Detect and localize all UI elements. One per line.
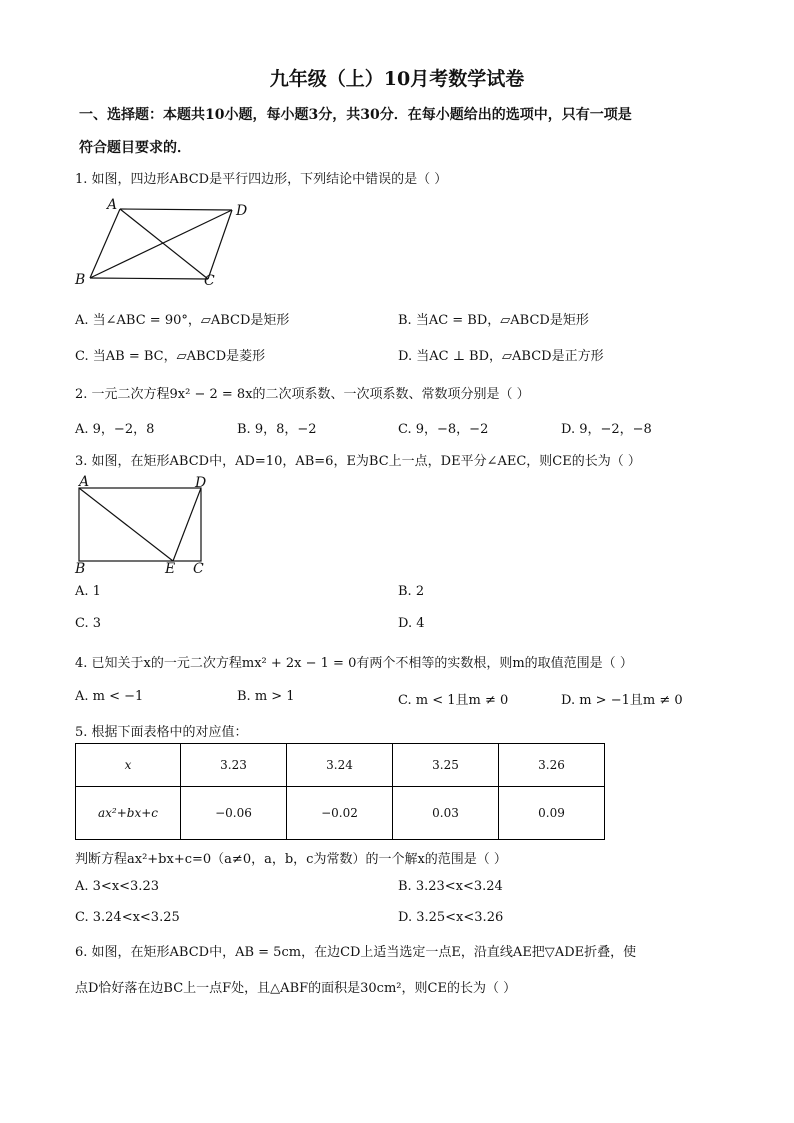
question-5-followup: 判断方程ax²+bx+c=0（a≠0，a，b，c为常数）的一个解x的范围是（ ）: [75, 852, 507, 867]
q3-option-b: B. 2: [398, 584, 425, 599]
q3-option-a: A. 1: [75, 584, 101, 599]
table-cell: −0.06: [181, 787, 287, 840]
rectangle-figure: [70, 474, 220, 578]
table-cell: 0.03: [393, 787, 499, 840]
section-heading-cont: 符合题目要求的．: [79, 140, 191, 156]
table-cell: 3.24: [287, 744, 393, 787]
question-1-stem: 1. 如图，四边形ABCD是平行四边形，下列结论中错误的是（ ）: [75, 172, 448, 187]
vertex-label-c: C: [193, 561, 204, 577]
table-cell: 3.26: [499, 744, 605, 787]
vertex-label-e: E: [165, 561, 176, 577]
value-table: [75, 743, 605, 840]
vertex-label-b: B: [75, 272, 86, 288]
table-cell: 3.25: [393, 744, 499, 787]
q3-option-d: D. 4: [398, 616, 425, 631]
question-6-stem-cont: 点D恰好落在边BC上一点F处，且△ABF的面积是30cm²，则CE的长为（ ）: [75, 981, 517, 996]
q5-option-a: A. 3<x<3.23: [75, 879, 159, 894]
q2-option-d: D. 9，−2，−8: [561, 422, 652, 437]
q1-option-d: D. 当AC ⊥ BD，▱ABCD是正方形: [398, 349, 604, 364]
question-2-stem: 2. 一元二次方程9x² − 2 = 8x的二次项系数、一次项系数、常数项分别是（ ）: [75, 387, 530, 402]
vertex-label-c: C: [204, 273, 215, 289]
q4-option-a: A. m < −1: [75, 689, 144, 704]
table-cell: ax²+bx+c: [76, 787, 181, 840]
q2-option-a: A. 9，−2，8: [75, 422, 155, 437]
q4-option-c: C. m < 1且m ≠ 0: [398, 693, 509, 708]
question-5-stem: 5. 根据下面表格中的对应值：: [75, 725, 248, 740]
q4-option-b: B. m > 1: [237, 689, 295, 704]
table-cell: x: [76, 744, 181, 787]
table-row: [76, 787, 605, 840]
q4-option-d: D. m > −1且m ≠ 0: [561, 693, 683, 708]
question-6-stem: 6. 如图，在矩形ABCD中，AB = 5cm，在边CD上适当选定一点E，沿直线AE把▽ADE折叠，使: [75, 945, 637, 960]
q1-option-b: B. 当AC = BD，▱ABCD是矩形: [398, 313, 589, 328]
vertex-label-b: B: [75, 561, 86, 577]
table-cell: −0.02: [287, 787, 393, 840]
section-heading: 一、选择题：本题共10小题，每小题3分，共30分．在每小题给出的选项中，只有一项是: [79, 107, 632, 123]
q1-option-c: C. 当AB = BC，▱ABCD是菱形: [75, 349, 266, 364]
q2-option-c: C. 9，−8，−2: [398, 422, 489, 437]
question-3-stem: 3. 如图，在矩形ABCD中，AD=10，AB=6，E为BC上一点，DE平分∠AEC，则CE的长为（ ）: [75, 454, 641, 469]
table-row: [76, 744, 605, 787]
q3-option-c: C. 3: [75, 616, 102, 631]
q2-option-b: B. 9，8，−2: [237, 422, 317, 437]
q5-option-b: B. 3.23<x<3.24: [398, 879, 503, 894]
vertex-label-d: D: [236, 203, 248, 219]
table-cell: 3.23: [181, 744, 287, 787]
parallelogram-figure: [70, 196, 270, 296]
vertex-label-a: A: [79, 474, 90, 490]
vertex-label-d: D: [195, 475, 207, 491]
q5-option-d: D. 3.25<x<3.26: [398, 910, 504, 925]
page-title: 九年级（上）10月考数学试卷: [269, 68, 525, 90]
q1-option-a: A. 当∠ABC = 90°，▱ABCD是矩形: [75, 313, 290, 328]
question-4-stem: 4. 已知关于x的一元二次方程mx² + 2x − 1 = 0有两个不相等的实数根，则m的取值范围是（ ）: [75, 656, 633, 671]
q5-option-c: C. 3.24<x<3.25: [75, 910, 180, 925]
vertex-label-a: A: [107, 197, 118, 213]
table-cell: 0.09: [499, 787, 605, 840]
